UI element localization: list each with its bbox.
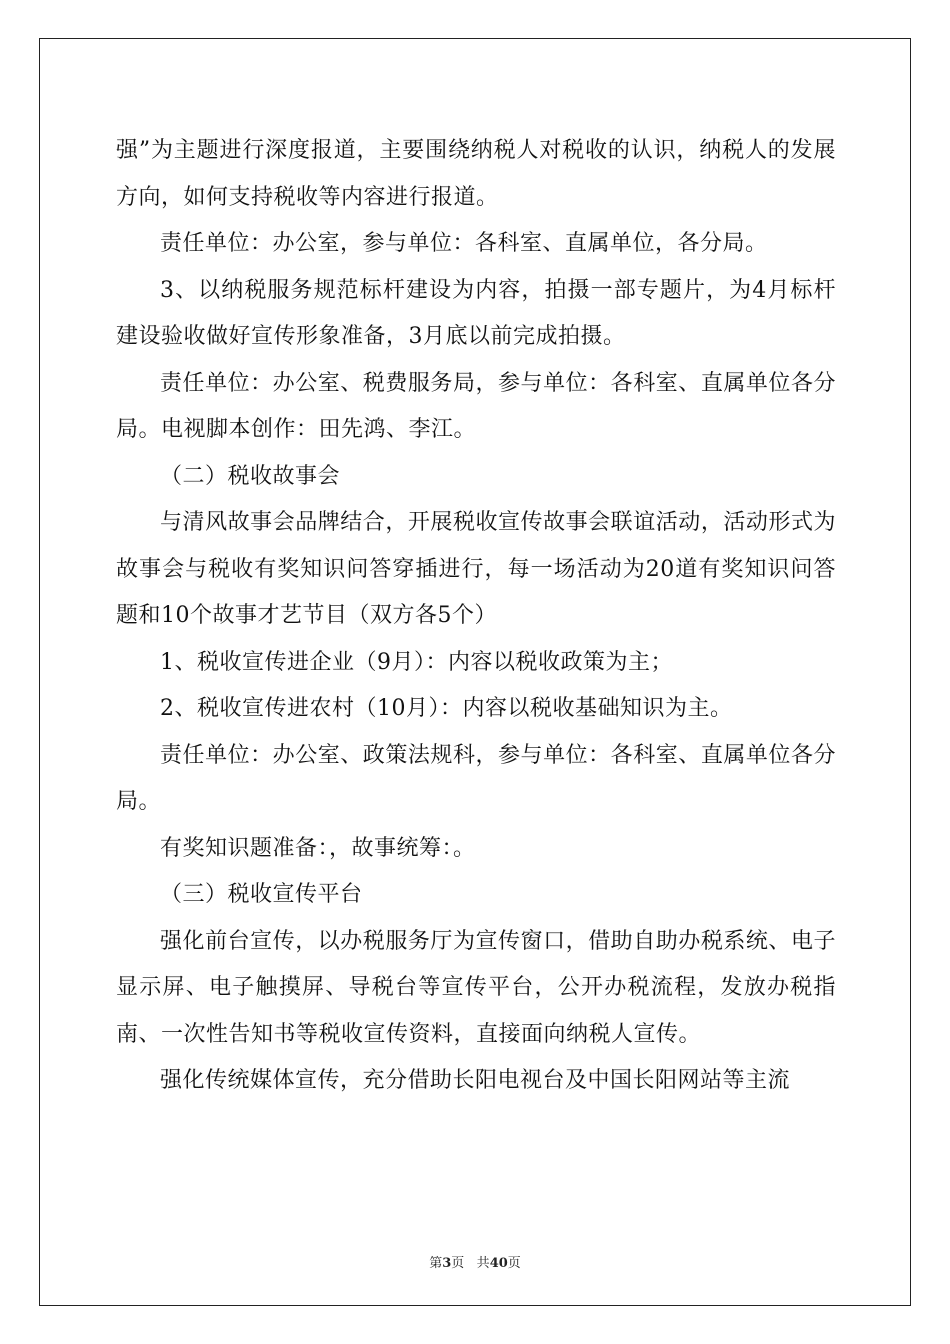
paragraph-4: 责任单位：办公室、税费服务局，参与单位：各科室、直属单位各分局。电视脚本创作：田先鸿、李江。 xyxy=(116,370,836,442)
paragraph-1: 强”为主题进行深度报道，主要围绕纳税人对税收的认识，纳税人的发展方向，如何支持税收等内容进行报道。 xyxy=(116,138,836,210)
paragraph-2: 责任单位：办公室，参与单位：各科室、直属单位，各分局。 xyxy=(160,231,768,256)
paragraph-13: 强化传统媒体宣传，充分借助长阳电视台及中国长阳网站等主流 xyxy=(160,1068,791,1093)
document-body xyxy=(116,128,836,1105)
paragraph-9: 责任单位：办公室、政策法规科，参与单位：各科室、直属单位各分局。 xyxy=(116,742,836,814)
section-heading-3: （三）税收宣传平台 xyxy=(160,882,363,907)
paragraph-7: 1、税收宣传进企业（9月）：内容以税收政策为主； xyxy=(160,649,673,675)
page-footer xyxy=(0,1252,950,1271)
paragraph-6: 与清风故事会品牌结合，开展税收宣传故事会联谊活动，活动形式为故事会与税收有奖知识问答穿插进行，每一场活动为20道有奖知识问答题和10个故事才艺节目（双方各5个） xyxy=(116,510,836,628)
paragraph-10: 有奖知识题准备：，故事统筹：。 xyxy=(160,835,476,861)
page-prefix: 第 xyxy=(429,1256,443,1271)
section-heading-2: （二）税收故事会 xyxy=(160,463,341,489)
total-pages: 40 xyxy=(489,1256,508,1271)
paragraph-8: 2、税收宣传进农村（10月）：内容以税收基础知识为主。 xyxy=(160,696,733,721)
paragraph-3: 3、以纳税服务规范标杆建设为内容，拍摄一部专题片，为4月标杆建设验收做好宣传形象准备，3月底以前完成拍摄。 xyxy=(116,277,836,349)
page-suffix: 页 xyxy=(451,1256,465,1271)
page-number: 3 xyxy=(442,1256,452,1271)
paragraph-12: 强化前台宣传，以办税服务厅为宣传窗口，借助自助办税系统、电子显示屏、电子触摸屏、导税台等宣传平台，公开办税流程，发放办税指南、一次性告知书等税收宣传资料，直接面向纳税人宣传。 xyxy=(116,928,836,1047)
total-suffix: 页 xyxy=(507,1256,521,1271)
total-prefix: 共 xyxy=(476,1256,490,1271)
